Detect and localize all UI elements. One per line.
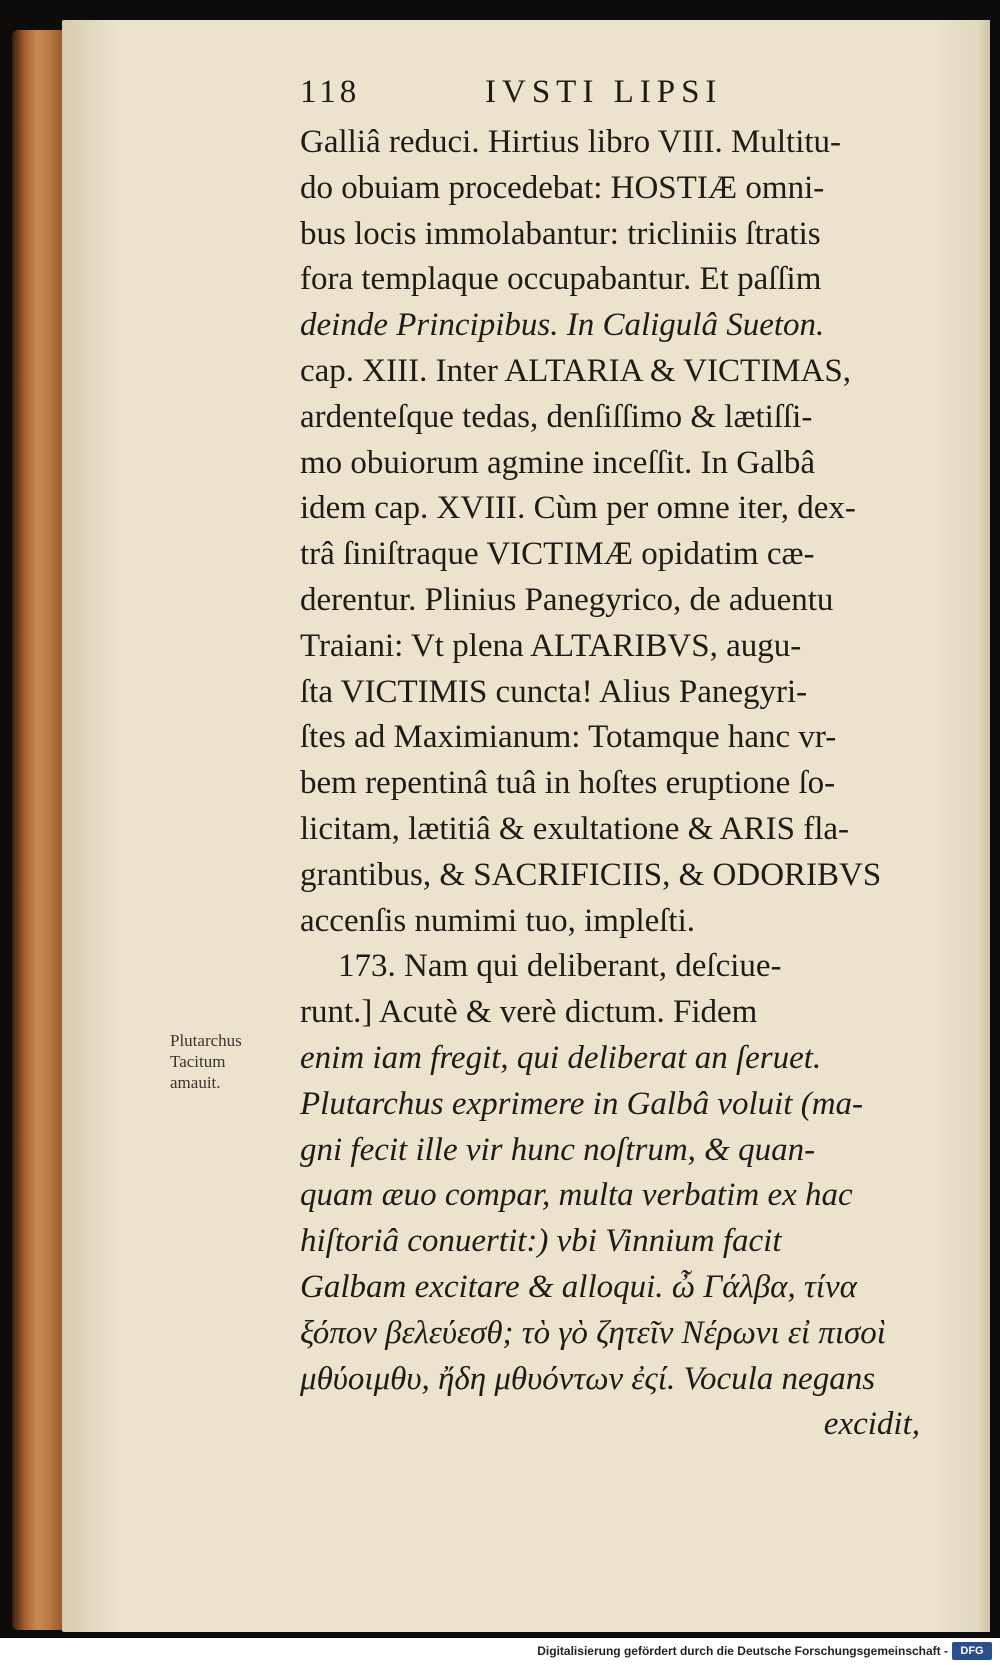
text-line: grantibus, & SACRIFICIIS, & ODORIBVS <box>300 856 882 893</box>
dfg-logo: DFG <box>952 1642 992 1660</box>
text-line: 173. Nam qui deliberant, deſciue- <box>338 948 782 985</box>
text-line: Galbam excitare & alloqui. ὦ Γάλβα, τίνα <box>300 1268 857 1305</box>
marginal-note <box>170 1030 290 1093</box>
text-line: excidit, <box>823 1406 920 1443</box>
text-line: μθύοιμθυ, ἤδη μθυόντων ἐςί. Vocula negans <box>300 1360 876 1397</box>
text-line: Galliâ reduci. Hirtius libro VIII. Multitu- <box>300 124 842 160</box>
text-line: cap. XIII. Inter ALTARIA & VICTIMAS, <box>300 352 851 389</box>
text-line: runt.] Acutè & verè dictum. Fidem <box>300 994 758 1031</box>
text-line: Traiani: Vt plena ALTARIBVS, augu- <box>300 627 802 664</box>
page-right-edge <box>976 20 990 1632</box>
text-line: quam æuo compar, multa verbatim ex hac <box>300 1177 853 1214</box>
footer-credit: Digitalisierung gefördert durch die Deutsche Forschungsgemeinschaft - <box>537 1644 948 1658</box>
text-line: do obuiam procedebat: HOSTIÆ omni- <box>300 169 825 206</box>
text-line: deinde Principibus. In Caligulâ Sueton. <box>300 307 825 344</box>
marginal-note-line: Plutarchus <box>170 1031 242 1050</box>
text-line: mo obuiorum agmine inceſſit. In Galbâ <box>300 444 816 481</box>
text-line: Plutarchus exprimere in Galbâ voluit (ma- <box>300 1085 864 1122</box>
text-line: accenſis numimi tuo, impleſti. <box>300 902 696 939</box>
text-line: bus locis immolabantur: tricliniis ſtratis <box>300 215 821 252</box>
text-line: bem repentinâ tuâ in hoſtes eruptione ſo- <box>300 765 836 802</box>
page-number: 118 <box>300 74 361 110</box>
text-line: ardenteſque tedas, denſiſſimo & lætiſſi- <box>300 398 813 435</box>
text-line: ſta VICTIMIS cuncta! Alius Panegyri- <box>300 673 808 710</box>
text-line: licitam, lætitiâ & exultatione & ARIS fla- <box>300 810 849 847</box>
text-line: idem cap. XVIII. Cùm per omne iter, dex- <box>300 490 856 527</box>
text-line: ſtes ad Maximianum: Totamque hanc vr- <box>300 719 837 756</box>
body-text <box>300 120 940 1448</box>
text-line: trâ ſiniſtraque VICTIMÆ opidatim cæ- <box>300 536 815 573</box>
text-line: enim iam fregit, qui deliberat an ſeruet. <box>300 1039 822 1076</box>
running-head <box>300 74 930 124</box>
text-line: derentur. Plinius Panegyrico, de aduentu <box>300 581 834 618</box>
digitization-footer <box>0 1638 1000 1665</box>
marginal-note-line: Tacitum <box>170 1052 226 1071</box>
text-line: gni fecit ille vir hunc noſtrum, & quan- <box>300 1131 816 1168</box>
text-line: fora templaque occupabantur. Et paſſim <box>300 261 822 298</box>
text-line: hiſtoriâ conuertit:) vbi Vinnium facit <box>300 1223 782 1260</box>
marginal-note-line: amauit. <box>170 1073 221 1092</box>
running-title: IVSTI LIPSI <box>485 74 723 110</box>
text-line: ξόπον βελεύεσθ; τὸ γὸ ζητεῖν Νέρωνι εἰ πισοὶ <box>300 1314 886 1351</box>
